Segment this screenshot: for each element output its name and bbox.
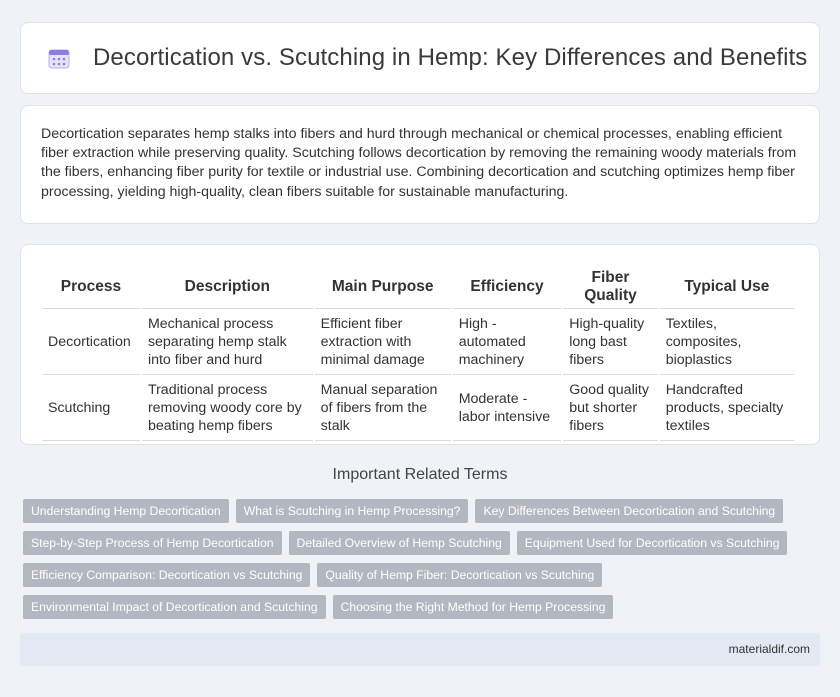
related-terms-heading: Important Related Terms [332, 466, 508, 483]
table-cell: High - automated machinery [453, 309, 562, 375]
related-term-link[interactable]: What is Scutching in Hemp Processing? [236, 499, 469, 523]
comparison-table [40, 263, 796, 441]
table-cell: Handcrafted products, specialty textiles [660, 375, 794, 441]
related-terms-list [23, 499, 803, 627]
header-main-purpose: Main Purpose [315, 263, 451, 309]
header-process: Process [42, 263, 140, 309]
table-row [42, 375, 794, 441]
header-typical-use: Typical Use [660, 263, 794, 309]
related-term-link[interactable]: Detailed Overview of Hemp Scutching [289, 531, 510, 555]
table-row [42, 309, 794, 375]
tag-row [23, 563, 803, 587]
title-card [20, 22, 820, 94]
table-cell: Efficient fiber extraction with minimal damage [315, 309, 451, 375]
header-fiber-quality: Fiber Quality [563, 263, 657, 309]
footer-site-link[interactable]: materialdif.com [728, 642, 810, 656]
related-term-link[interactable]: Step-by-Step Process of Hemp Decortication [23, 531, 282, 555]
related-term-link[interactable]: Equipment Used for Decortication vs Scutching [517, 531, 788, 555]
calendar-icon [47, 46, 71, 70]
tag-row [23, 531, 803, 555]
table-cell: Decortication [42, 309, 140, 375]
footer [20, 633, 820, 666]
tag-row [23, 595, 803, 619]
table-header-row [42, 263, 794, 309]
table-cell: Manual separation of fibers from the stalk [315, 375, 451, 441]
related-term-link[interactable]: Environmental Impact of Decortication and Scutching [23, 595, 326, 619]
table-cell: Mechanical process separating hemp stalk into fiber and hurd [142, 309, 313, 375]
table-cell: Traditional process removing woody core by beating hemp fibers [142, 375, 313, 441]
related-term-link[interactable]: Choosing the Right Method for Hemp Processing [333, 595, 614, 619]
related-term-link[interactable]: Key Differences Between Decortication and Scutching [475, 499, 783, 523]
related-term-link[interactable]: Understanding Hemp Decortication [23, 499, 229, 523]
intro-card [20, 105, 820, 224]
comparison-table-card [20, 244, 820, 445]
header-efficiency: Efficiency [453, 263, 562, 309]
related-term-link[interactable]: Quality of Hemp Fiber: Decortication vs Scutching [317, 563, 602, 587]
tag-row [23, 499, 803, 523]
intro-paragraph: Decortication separates hemp stalks into fibers and hurd through mechanical or chemical processes, enabling efficient fiber extraction while preserving quality. Scutching follows decortication by removing the remaining woody materials from the fibers, enhancing fiber purity for textile or industrial use. Combining decortication and scutching optimizes hemp fiber processing, yielding high-quality, clean fibers suitable for sustainable manufacturing. [41, 126, 797, 200]
table-cell: Scutching [42, 375, 140, 441]
table-cell: Good quality but shorter fibers [563, 375, 657, 441]
page-title: Decortication vs. Scutching in Hemp: Key Differences and Benefits [93, 44, 808, 71]
table-cell: Textiles, composites, bioplastics [660, 309, 794, 375]
header-description: Description [142, 263, 313, 309]
table-cell: High-quality long bast fibers [563, 309, 657, 375]
related-term-link[interactable]: Efficiency Comparison: Decortication vs Scutching [23, 563, 310, 587]
table-cell: Moderate - labor intensive [453, 375, 562, 441]
